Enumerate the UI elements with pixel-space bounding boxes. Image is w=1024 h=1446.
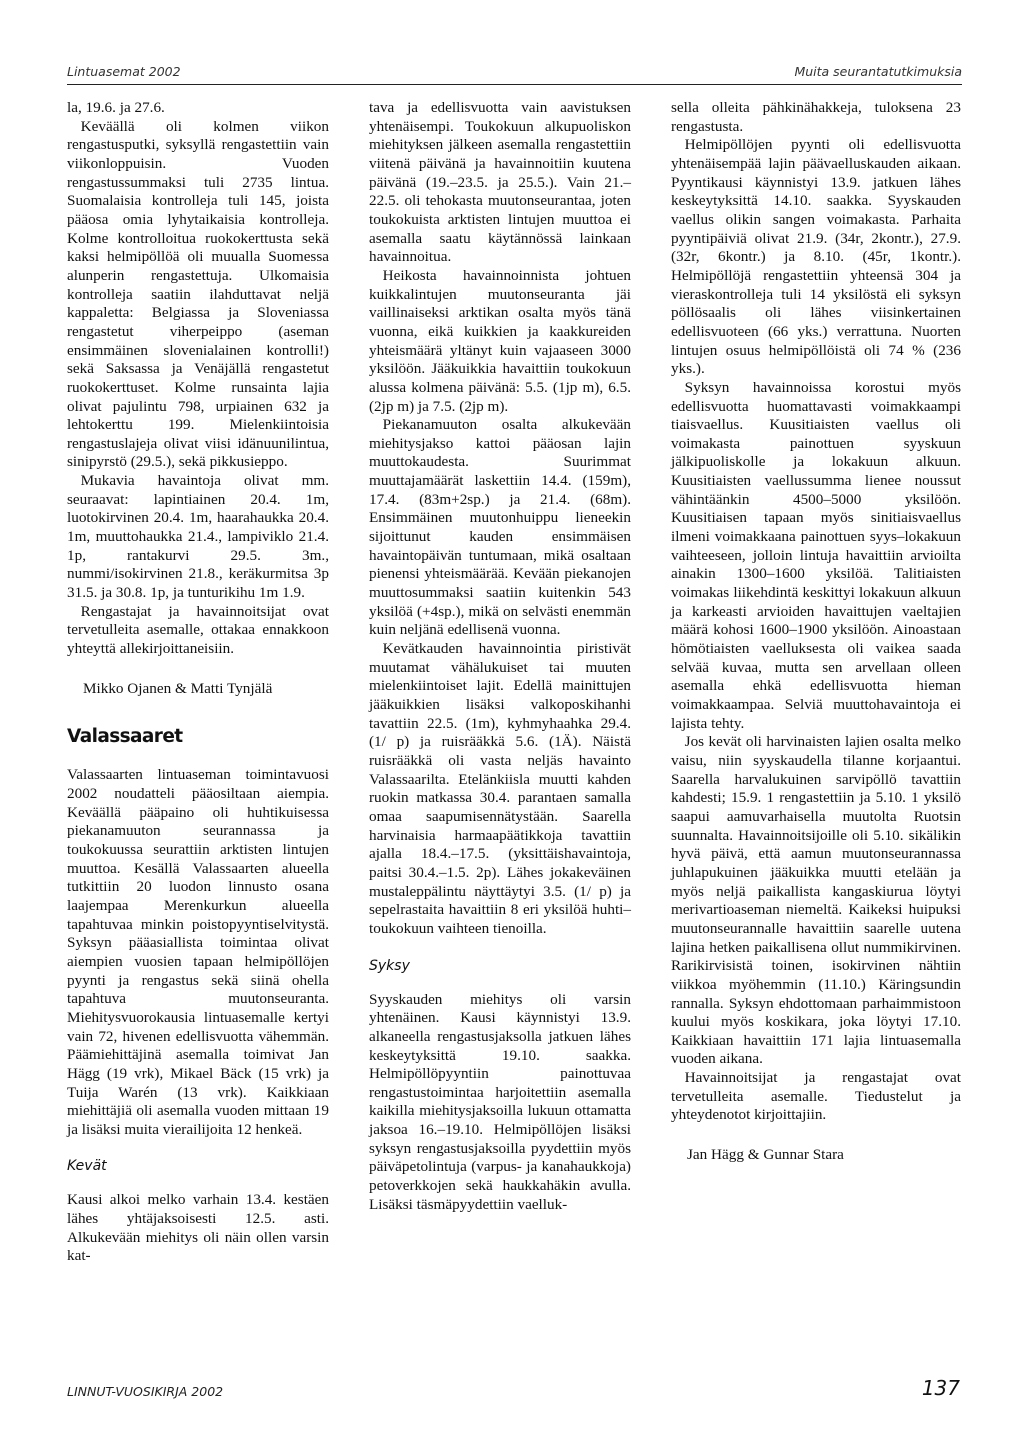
header-publication-section: Lintuasemat 2002 [67,64,181,79]
header-chapter-title: Muita seurantatutkimuksia [794,64,962,79]
paragraph: Heikosta havainnoinnista johtuen kuikkalintujen muutonseuranta jäi vaillinaiseksi arktikan osalta myös tänä vuonna, eikä kuikkien ja kaakkureiden yhteismäärä yltänyt kuin vajaaseen 3000 yksilöön. Jääkuikkia havaittiin toukokuun alussa kolmena päivänä: 5.5. (1jp m), 6.5. (2jp m) ja 7.5. (2jp m). [369,266,631,415]
subheading-kevat: Kevät [67,1158,107,1175]
paragraph: Syksyn havainnoissa korostui myös edellisvuotta huomattavasti voimakkaampi tiaisvaellus. Kuusitiaisten vaellus oli voimakasta painottuen syyskuun jälkipuoliskolle ja lokakuun alkuun. Kuusitiaisten vaellussumma lienee noussut vähintäänkin 4500–5000 yksilöön. Kuusitiaisen tapaan myös sinitiaisvaellus ilmeni voimakkaana painottuen syys–lokakuun vaihteeseen, jolloin lintuja havaittiin arvioilta ainakin 1300–1600 yksilöä. Talitiaisten voimakas liikehdintä keskittyi lokakuun alkuun ja karkeasti arvioiden havaittujen vaeltajien määrä kohosi 1600–1900 yksilöön. Ainoastaan hömötiaisten vaelluksesta oli vaikea saada selvää kuvaa, mutta sen arvellaan olleen asemalla ehkä edellisvuotta hieman voimakkaampaa. Selviä muuttohavaintoja ei lajista tehty. [671,378,961,732]
author-signature: Mikko Ojanen & Matti Tynjälä [83,679,273,697]
paragraph: Piekanamuuton osalta alkukevään miehitysjakso kattoi pääosan lajin muuttokaudesta. Suurimmat muuttajamäärät laskettiin 14.4. (159m), 17.4. (83m+2sp.) ja 21.4. (68m). Ensimmäinen muutonhuippu lieneekin sijoittunut kauden ensimmäisen havaintopäivän tuntumaan, mikä osaltaan pienensi yhteismäärää. Kevään piekanojen muuttosummaksi saatiin kuitenkin 543 yksilöä (+4sp.), mikä on selvästi enemmän kuin neljänä edellisenä vuonna. [369,416,631,639]
text-column-2 [369,99,631,1214]
subheading-syksy: Syksy [369,957,410,974]
paragraph: Syyskauden miehitys oli varsin yhtenäinen. Kausi käynnistyi 13.9. alkaneella rengastusjaksolla jatkuen lähes keskeytyksittä 19.10. saakka. Helmipöllöpyyntiin painottuvaa rengastustoimintaa harjoitettiin asemalla kaikilla miehitysjaksoilla lukuun ottamatta jaksoa 16.–19.10. Helmipöllöjen lisäksi syksyn rengastusjaksoilla pyydettiin myös päiväpetolintuja (varpus- ja kanahaukkoja) petoverkkojen sekä haukkahäkin avulla. Lisäksi täsmäpyydettiin vaelluk- [369,990,631,1213]
footer-publication: LINNUT-VUOSIKIRJA 2002 [67,1384,224,1399]
header-divider [67,84,962,85]
paragraph: Kevätkauden havainnointia piristivät muutamat vähälukuiset tai muuten mielenkiintoiset lajit. Edellä mainittujen jääkuikkien lisäksi valkoposkihanhi tavattiin 22.5. (1m), kyhmyhaahka 29.4. (1/ p) ja ruisrääkkä 5.6. (1Ä). Näistä ruisrääkkä oli vasta neljäs havainto Valassaarilta. Etelänkiisla muutti kahden ruokin matkassa 30.4. parantaen samalla omaa saapumisennätystään. Saarella harvinaisia harmaapäätikkoja tavattiin ajalla 18.4.–17.5. (yksittäishavaintoja, paitsi 30.4.–1.5. 2p). Lähes jokakeväinen mustaleppälintu näyttäytyi 3.5. (1/ p) ja sepelrastaita havaittiin 8 eri yksilöä huhti–toukokuun vaihteen tienoilla. [369,640,631,937]
page-number: 137 [921,1376,960,1400]
paragraph: sella olleita pähkinähakkeja, tuloksena 23 rengastusta. [671,99,961,135]
paragraph: Keväällä oli kolmen viikon rengastusputki, syksyllä rengastettiin vain viikonloppuisin. Vuoden rengastussummaksi tuli 2735 lintua. Suomalaisia kontrolleja tuli 145, joista pääosa omia lyhytaikaisia kontrolleja. Kolme kontrolloitua ruokokerttusta sekä kaksi helmipöllöä oli muualla Suomessa alunperin rengastettuja. Ulkomaisia kontrolleja saatiin ilahduttavat neljä kappaletta: Belgiassa ja Sloveniassa rengastetut viherpeippo (aseman ensimmäinen slovenialainen kontrolli!) sekä Saksassa ja Venäjällä rengastetut ruokokerttuset. Kolme runsainta lajia olivat pajulintu 798, urpiainen 632 ja lehtokerttu 199. Mielenkiintoisia rengastuslajeja olivat viisi idänuunilintua, sinipyrstö (29.5.), sekä pikkusieppo. [67,117,329,471]
paragraph: la, 19.6. ja 27.6. [67,99,165,116]
section-heading-valassaaret: Valassaaret [67,726,183,748]
paragraph: Helmipöllöjen pyynti oli edellisvuotta yhtenäisempää lajin päävaelluskauden aikaan. Pyyntikausi käynnistyi 13.9. jatkuen lähes keskeytyksittä 14.10. saakka. Syyskauden vaellus olikin sangen voimakasta. Parhaita pyyntipäiviä olivat 21.9. (34r, 2kontr.), 27.9. (32r, 6kontr.) ja 8.10. (45r, 1kontr.). Helmipöllöjä rengastettiin yhteensä 304 ja vieraskontrolleja tuli 14 yksilöstä eli syksyn pöllösaalis oli lähes viisinkertainen edellisvuoteen (66 yks.) verrattuna. Nuorten lintujen osuus helmipöllöistä oli 74 % (236 yks.). [671,136,961,378]
text-column-3 [671,99,961,1165]
text-column-1 [67,99,329,1266]
running-header [67,62,962,84]
paragraph: Kausi alkoi melko varhain 13.4. kestäen lähes yhtäjaksoisesti 12.5. asti. Alkukevään miehitys oli näin ollen varsin kat- [67,1191,329,1265]
paragraph: Havainnoitsijat ja rengastajat ovat tervetulleita asemalle. Tiedustelut ja yhteydenotot kirjoittajiin. [671,1069,961,1124]
paragraph: Jos kevät oli harvinaisten lajien osalta melko vaisu, niin syyskaudella tilanne korjaantui. Saarella harvalukuinen sarvipöllö tavattiin kahdesti; 15.9. 1 rengastettiin ja 5.10. 1 yksilö saapui aamuvarhaisella muutolta Ruotsin suunnalta. Havainnoitsijoille oli 5.10. sikälikin hyvä päivä, että aamun muutonseurannassa juhlapukuinen jääkuikka muutti etelään ja myös neljä paikallista kangaskiurua löytyi merivartioaseman niemeltä. Kaikeksi huipuksi muutonseurannalle havaittiin saarelle uutena lajina hetken paikallisena ollut nummikirvinen. Rarikirvisistä toinen, isokirvinen nähtiin viikkoa myöhemmin (11.10.) Käringsundin rannalla. Syksyn ehdottomaan parhaimmistoon kuului myös koskikara, joka löytyi 17.10. Kaikkiaan havaittiin 171 lajia lintuasemalla vuoden aikana. [671,733,961,1068]
paragraph: Mukavia havaintoja olivat mm. seuraavat: lapintiainen 20.4. 1m, luotokirvinen 20.4. 1m, haarahaukka 20.4. 1m, muuttohaukka 21.4., lampiviklo 21.4. 1p, rantakurvi 29.5. 3m., nummi/isokirvinen 21.8., keräkurmitsa 3p 31.5. ja 30.8. 1p, ja tunturikihu 1m 1.9. [67,472,329,602]
paragraph: Valassaarten lintuaseman toimintavuosi 2002 noudatteli pääosiltaan aiempia. Keväällä pääpaino oli huhtikuisessa piekanamuuton seurannassa ja toukokuussa seurattiin arktisten lintujen muuttoa. Kesällä Valassaarten alueella tutkittiin 20 luodon linnusto osana laajempaa Merenkurkun alueella tapahtuvaa minkin poistopyyntiselvitystä. Syksyn pääasiallista toimintaa olivat aiempien vuosien tapaan helmipöllöjen pyynti ja rengastus sekä siinä ohella tapahtuva muutonseuranta. Miehitysvuorokausia lintuasemalle kertyi vain 72, hivenen edellisvuotta vähemmän. Päämiehittäjinä asemalla toimivat Jan Hägg (19 vrk), Mikael Bäck (15 vrk) ja Tuija Warén (13 vrk). Kaikkiaan miehittäjiä oli asemalla vuoden mittaan 19 ja lisäksi muita vierailijoita 12 henkeä. [67,766,329,1138]
author-signature: Jan Hägg & Gunnar Stara [687,1146,844,1164]
paragraph: Rengastajat ja havainnoitsijat ovat tervetulleita asemalle, ottakaa ennakkoon yhteyttä allekirjoittaneisiin. [67,602,329,658]
paragraph: tava ja edellisvuotta vain aavistuksen yhtenäisempi. Toukokuun alkupuoliskon miehityksen jälkeen asemalla rengastettiin viitenä päivänä ja havainnoitiin kuutena päivänä (19.–23.5. ja 25.5.). Vain 21.–22.5. oli tehokasta muutonseurantaa, joten toukokuista arktisten lintujen muuttoa ei asemalla saatu käytännössä lainkaan havainnoitua. [369,99,631,266]
